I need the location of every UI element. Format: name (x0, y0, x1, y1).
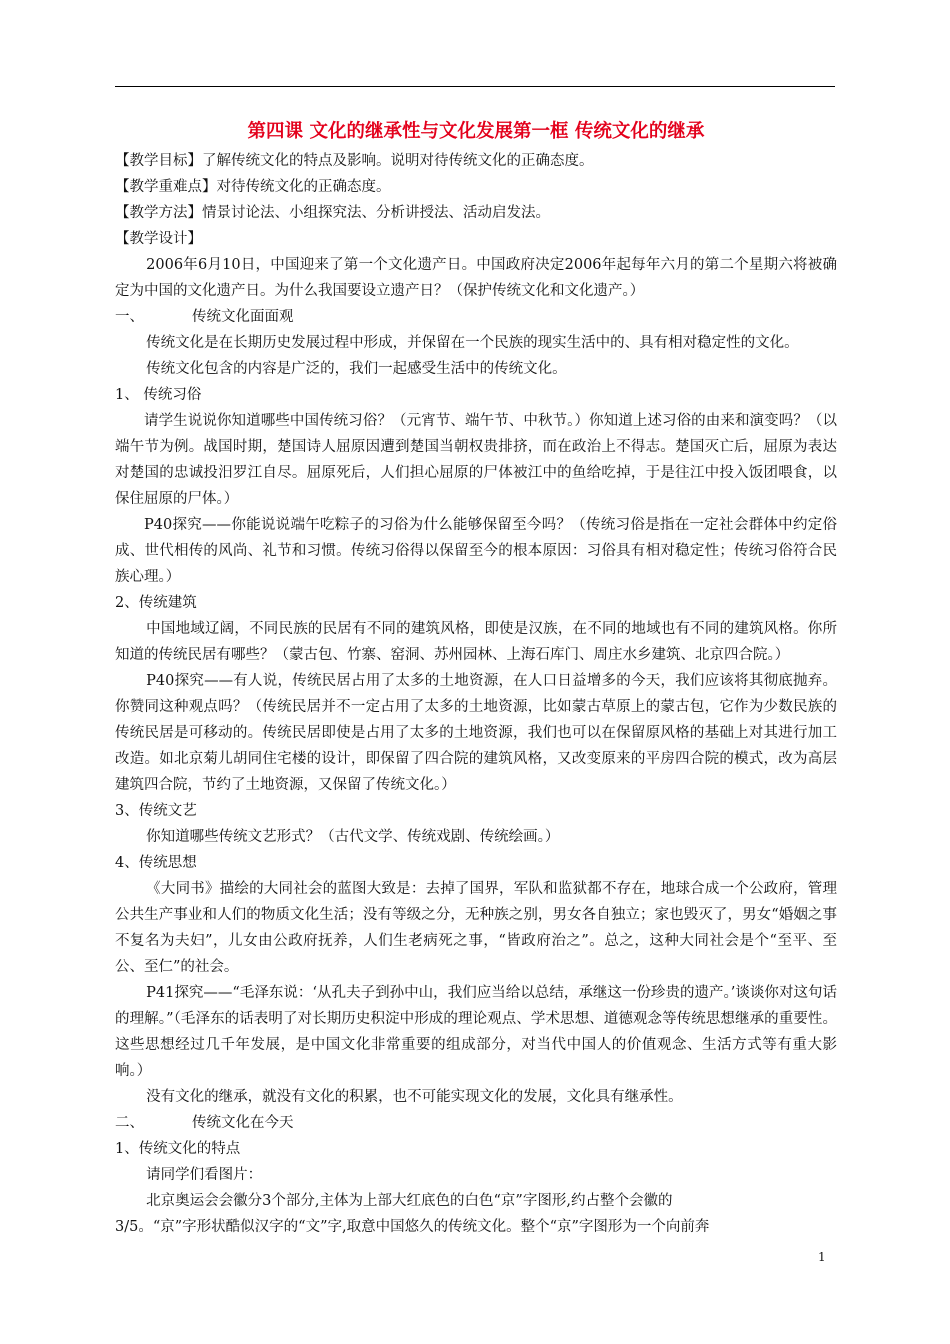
customs-paragraph-1: 请学生说说你知道哪些中国传统习俗？（元宵节、端午节、中秋节。）你知道上述习俗的由来和演变吗？（以端午节为例。战国时期，楚国诗人屈原因遭到楚国当朝权贵排挤，而在政治上不得志。楚国灭亡后，屈原为表达对楚国的忠诚投汨罗江自尽。屈原死后，人们担心屈原的尸体被江中的鱼给吃掉，于是往江中投入饭团喂食，以保住屈原的尸体。） (115, 413, 837, 507)
page-title: 第四课 文化的继承性与文化发展第一框 传统文化的继承 (247, 121, 705, 142)
heading-arts: 3、传统文艺 (115, 803, 197, 819)
thought-paragraph-3: 没有文化的继承，就没有文化的积累，也不可能实现文化的发展，文化具有继承性。 (146, 1089, 683, 1105)
section-2-number: 二、 (115, 1115, 144, 1131)
heading-thought: 4、传统思想 (115, 855, 197, 871)
architecture-paragraph-2: P40探究——有人说，传统民居占用了太多的土地资源，在人口日益增多的今天，我们应该将其彻底抛弃。你赞同这种观点吗？（传统民居并不一定占用了太多的土地资源，比如蒙古草原上的蒙古包，它作为少数民族的传统民居是可移动的。传统民居即使是占用了太多的土地资源，我们也可以在保留原风格的基础上对其进行加工改造。如北京菊儿胡同住宅楼的设计，即保留了四合院的建筑风格，又改变原来的平房四合院的模式，改为高层建筑四合院，节约了土地资源，又保留了传统文化。） (115, 673, 837, 793)
features-paragraph-1: 请同学们看图片： (146, 1167, 263, 1183)
design-heading: 【教学设计】 (115, 231, 202, 247)
customs-paragraph-2: P40探究——你能说说端午吃粽子的习俗为什么能够保留至今吗？（传统习俗是指在一定社会群体中约定俗成、世代相传的风尚、礼节和习惯。传统习俗得以保留至今的根本原因：习俗具有相对稳定性；传统习俗符合民族心理。） (115, 517, 837, 585)
document-body (115, 118, 837, 1240)
section-1-title: 传统文化面面观 (192, 309, 294, 325)
section-1-heading (115, 304, 837, 330)
page-number: 1 (818, 1250, 826, 1264)
methods: 【教学方法】情景讨论法、小组探究法、分析讲授法、活动启发法。 (115, 205, 550, 221)
key-points: 【教学重难点】对待传统文化的正确态度。 (115, 179, 391, 195)
features-paragraph-2-line-1: 北京奥运会会徽分3个部分,主体为上部大红底色的白色“京”字图形,约占整个会徽的 (146, 1193, 673, 1209)
section-1-paragraph-2: 传统文化包含的内容是广泛的，我们一起感受生活中的传统文化。 (146, 361, 567, 377)
thought-paragraph-2: P41探究——“毛泽东说：‘从孔夫子到孙中山，我们应当给以总结，承继这一份珍贵的遗产。’谈谈你对这句话的理解。”（毛泽东的话表明了对长期历史积淀中形成的理论观点、学术思想、道德观念等传统思想继承的重要性。这些思想经过几千年发展，是中国文化非常重要的组成部分，对当代中国人的价值观念、生活方式等有重大影响。） (115, 985, 837, 1079)
heading-features: 1、传统文化的特点 (115, 1141, 241, 1157)
header-rule (115, 86, 835, 87)
heading-customs: 1、 传统习俗 (115, 387, 202, 403)
intro-paragraph: 2006年6月10日，中国迎来了第一个文化遗产日。中国政府决定2006年起每年六月的第二个星期六将被确定为中国的文化遗产日。为什么我国要设立遗产日？（保护传统文化和文化遗产。） (115, 257, 837, 299)
arts-paragraph: 你知道哪些传统文艺形式？（古代文学、传统戏剧、传统绘画。） (146, 829, 560, 845)
heading-architecture: 2、传统建筑 (115, 595, 197, 611)
thought-paragraph-1: 《大同书》描绘的大同社会的蓝图大致是：去掉了国界，军队和监狱都不存在，地球合成一个公政府，管理公共生产事业和人们的物质文化生活；没有等级之分，无种族之别，男女各自独立；家也毁灭了，男女“婚姻之事不复名为夫妇”，儿女由公政府抚养，人们生老病死之事，“皆政府治之”。总之，这种大同社会是个“至平、至公、至仁”的社会。 (115, 881, 837, 975)
objectives: 【教学目标】了解传统文化的特点及影响。说明对待传统文化的正确态度。 (115, 153, 594, 169)
architecture-paragraph-1: 中国地域辽阔，不同民族的民居有不同的建筑风格，即使是汉族，在不同的地域也有不同的建筑风格。你所知道的传统民居有哪些？（蒙古包、竹寨、窑洞、苏州园林、上海石库门、周庄水乡建筑、北京四合院。） (115, 621, 837, 663)
section-1-paragraph-1: 传统文化是在长期历史发展过程中形成，并保留在一个民族的现实生活中的、具有相对稳定性的文化。 (146, 335, 799, 351)
features-paragraph-2-line-2: 3/5。“京”字形状酷似汉字的“文”字,取意中国悠久的传统文化。整个“京”字图形为一个向前奔 (115, 1219, 710, 1235)
section-2-title: 传统文化在今天 (192, 1115, 294, 1131)
section-2-heading (115, 1110, 837, 1136)
section-1-number: 一、 (115, 309, 144, 325)
